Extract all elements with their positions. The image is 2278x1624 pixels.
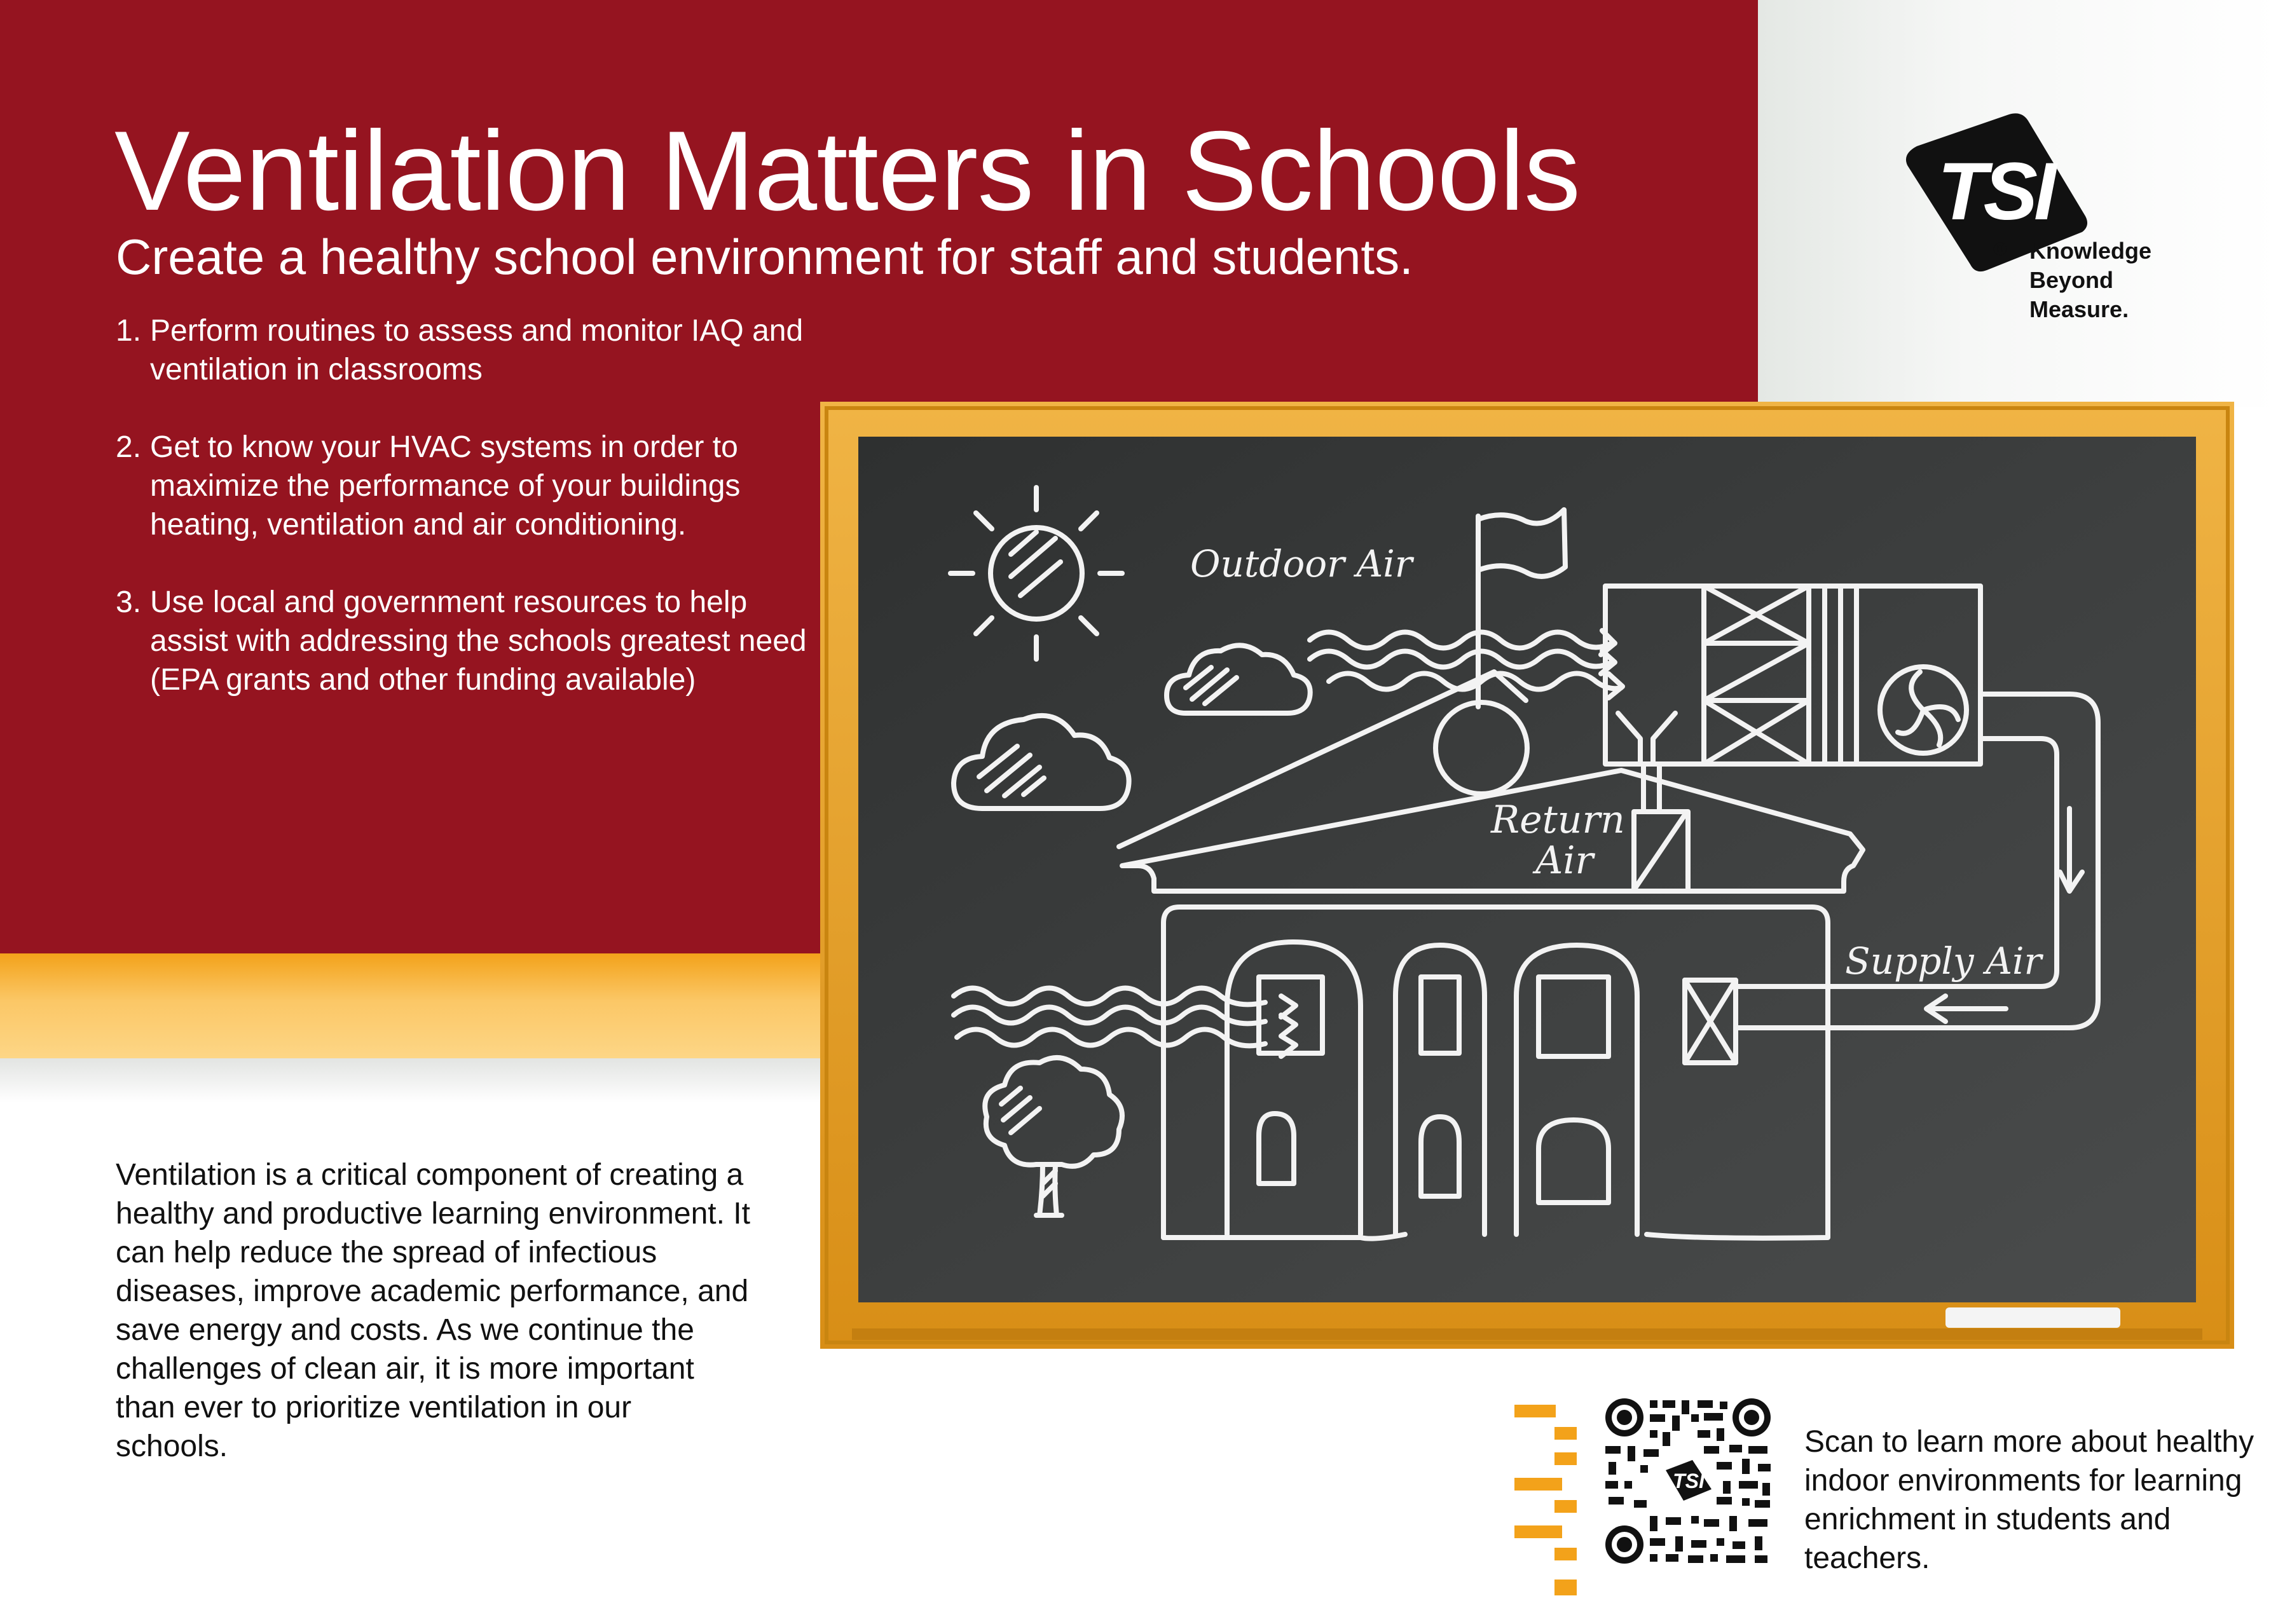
qr-section: [1513, 1395, 1780, 1605]
brand-tagline: [2029, 236, 2151, 324]
tagline-line: Measure.: [2029, 296, 2129, 322]
page-title: Ventilation Matters in Schools: [114, 107, 1581, 234]
chalkboard: [820, 402, 2234, 1349]
board-surface: [858, 437, 2196, 1302]
supply-air-label: Supply Air: [1845, 939, 2042, 983]
chalk-tray: [852, 1328, 2202, 1340]
qr-code: [1513, 1395, 1780, 1605]
step-item: [116, 311, 828, 389]
intro-paragraph: Ventilation is a critical component of creating a healthy and productive learning environment. It can help reduce the spread of infectious diseases, improve academic performance, and save energy and costs. As we continue the challenges of clean air, it is more important than ever to prioritize ventilation in our schools.: [116, 1158, 750, 1463]
step-text: Perform routines to assess and monitor IAQ and ventilation in classrooms: [150, 314, 804, 386]
step-text: Use local and government resources to help assist with addressing the schools greatest need (EPA grants and other funding available): [150, 585, 807, 697]
step-item: [116, 583, 828, 699]
qr-caption: Scan to learn more about healthy indoor environments for learning enrichment in students and teachers.: [1804, 1425, 2254, 1575]
registered-mark: ®: [1993, 239, 2008, 260]
orange-dash-decoration: [1514, 1405, 1577, 1595]
step-text: Get to know your HVAC systems in order to maximize the performance of your buildings heating, ventilation and air conditioning.: [150, 430, 741, 542]
qr-code-icon: [1602, 1395, 1774, 1567]
tagline-line: Beyond: [2029, 267, 2114, 293]
return-air-label: Air: [1535, 838, 1594, 883]
step-number: 1.: [116, 314, 142, 348]
tagline-line: Knowledge: [2029, 238, 2152, 264]
return-air-label: Return: [1491, 798, 1625, 842]
qr-center-logo: TSI: [1673, 1470, 1705, 1492]
outdoor-air-label: Outdoor Air: [1190, 542, 1413, 585]
band-shadow: [0, 1058, 827, 1103]
step-number: 3.: [116, 585, 142, 619]
logo-text: TSI: [1937, 146, 2053, 237]
step-item: [116, 428, 828, 544]
steps-list: [116, 311, 828, 738]
step-number: 2.: [116, 430, 142, 464]
orange-accent-band: [0, 953, 827, 1058]
chalkboard-illustration: [820, 402, 2234, 1349]
page-subtitle: Create a healthy school environment for staff and students.: [116, 229, 1413, 285]
chalk-eraser: [1945, 1307, 2120, 1328]
